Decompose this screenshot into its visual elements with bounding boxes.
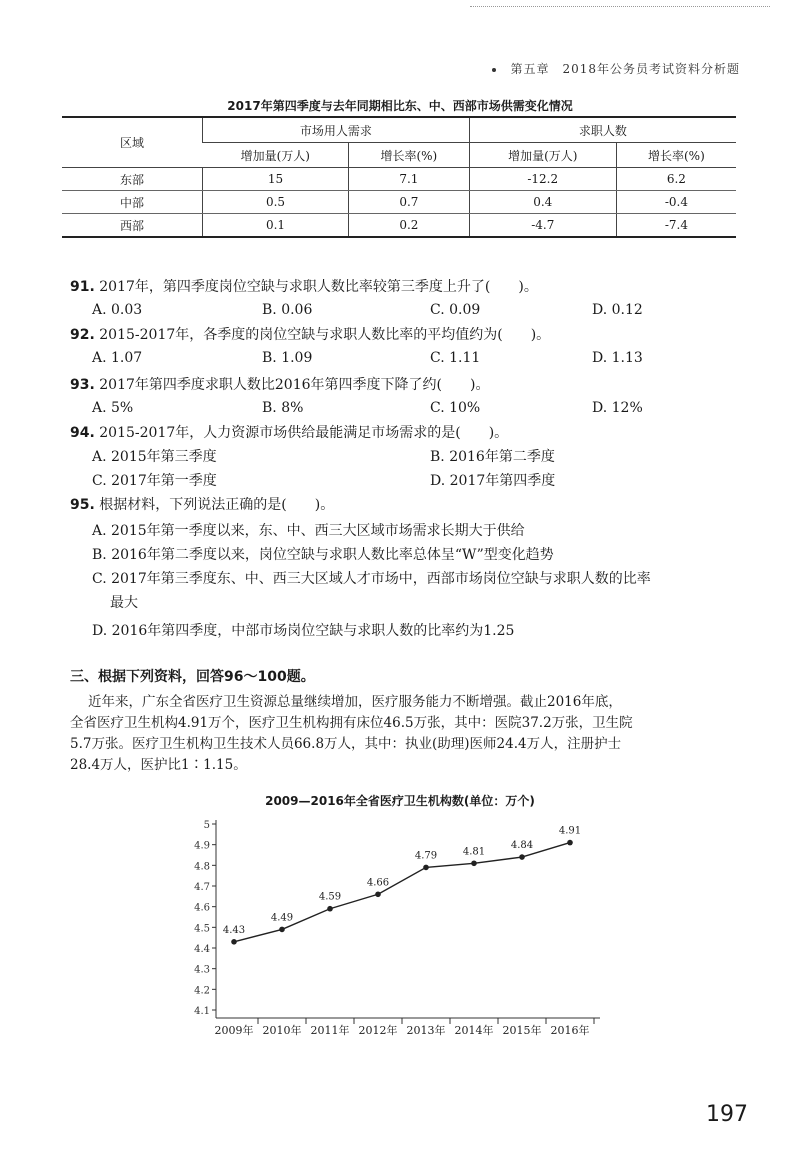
table-row [62, 168, 736, 191]
option: A. 2015年第一季度以来，东、中、西三大区域市场需求长期大于供给 [92, 523, 525, 539]
x-tick-label: 2015年 [502, 1024, 542, 1037]
running-header [480, 60, 740, 77]
option: D. 0.12 [592, 302, 643, 318]
x-tick-label: 2010年 [262, 1024, 302, 1037]
question-number: 93. [70, 377, 95, 393]
option: B. 0.06 [262, 302, 313, 318]
x-tick-label: 2014年 [454, 1024, 494, 1037]
option: C. 0.09 [430, 302, 481, 318]
option: A. 5% [92, 400, 134, 416]
row-region: 东部 [62, 168, 203, 191]
paragraph-line: 5.7万张。医疗卫生机构卫生技术人员66.8万人，其中：执业(助理)医师24.4万人，注册护士 [70, 736, 622, 752]
sub-header: 增长率(%) [616, 143, 736, 168]
bullet-icon [492, 68, 496, 72]
table-header-row [62, 117, 736, 143]
option: B. 8% [262, 400, 304, 416]
table-cell: -12.2 [469, 168, 616, 191]
question-94 [70, 422, 508, 442]
sub-header: 增加量(万人) [203, 143, 349, 168]
table-cell: -4.7 [469, 214, 616, 238]
table-cell: -7.4 [616, 214, 736, 238]
option: A. 1.07 [92, 350, 143, 366]
sub-header: 增长率(%) [349, 143, 470, 168]
y-tick-label: 4.6 [194, 902, 210, 914]
table-cell: 0.7 [349, 191, 470, 214]
sub-header: 增加量(万人) [469, 143, 616, 168]
question-text: 2015-2017年，各季度的岗位空缺与求职人数比率的平均值约为( )。 [99, 327, 551, 343]
y-tick-label: 4.3 [194, 964, 210, 976]
option: A. 2015年第三季度 [92, 449, 217, 465]
option: C. 10% [430, 400, 481, 416]
option: B. 1.09 [262, 350, 313, 366]
data-point [327, 906, 333, 912]
x-tick-label: 2012年 [358, 1024, 398, 1037]
question-number: 95. [70, 497, 95, 513]
question-93 [70, 374, 489, 394]
option: B. 2016年第二季度 [430, 449, 555, 465]
row-region: 中部 [62, 191, 203, 214]
paragraph-line: 全省医疗卫生机构4.91万个，医疗卫生机构拥有床位46.5万张，其中：医院37.2万张，卫生院 [70, 715, 633, 731]
option-continuation: 最大 [110, 595, 138, 611]
table-cell: -0.4 [616, 191, 736, 214]
question-91 [70, 276, 538, 296]
question-number: 91. [70, 279, 95, 295]
option: D. 2017年第四季度 [430, 473, 556, 489]
table-cell: 0.5 [203, 191, 349, 214]
option: B. 2016年第二季度以来，岗位空缺与求职人数比率总体呈“W”型变化趋势 [92, 547, 554, 563]
question-text: 2017年第四季度求职人数比2016年第四季度下降了约( )。 [99, 377, 490, 393]
table-row [62, 191, 736, 214]
x-tick-label: 2013年 [406, 1024, 446, 1037]
data-label: 4.91 [558, 825, 582, 837]
table-row [62, 214, 736, 238]
question-number: 94. [70, 425, 95, 441]
data-point [519, 854, 525, 860]
table-cell: 15 [203, 168, 349, 191]
data-point [471, 860, 477, 866]
y-tick-label: 5 [203, 820, 210, 831]
data-label: 4.59 [318, 891, 342, 903]
page-number: 197 [706, 1102, 748, 1127]
x-tick-label: 2009年 [214, 1024, 254, 1037]
data-label: 4.79 [414, 850, 438, 862]
material-paragraph [70, 692, 748, 776]
supply-demand-table [62, 116, 736, 238]
data-label: 4.43 [222, 924, 246, 936]
data-point [423, 865, 429, 871]
paragraph-line: 28.4万人，医护比1∶1.15。 [70, 757, 247, 773]
question-92 [70, 324, 550, 344]
table-cell: 0.1 [203, 214, 349, 238]
header-text: 第五章 2018年公务员考试资料分析题 [510, 62, 740, 76]
row-region: 西部 [62, 214, 203, 238]
option: C. 2017年第一季度 [92, 473, 217, 489]
section-title: 三、根据下列资料，回答96～100题。 [70, 669, 315, 685]
y-tick-label: 4.4 [194, 944, 210, 955]
y-tick-label: 4.7 [194, 882, 210, 893]
table-cell: 0.4 [469, 191, 616, 214]
data-label: 4.66 [366, 877, 390, 889]
top-rule [470, 6, 770, 7]
question-text: 根据材料，下列说法正确的是( )。 [99, 497, 335, 513]
option: C. 1.11 [430, 350, 481, 366]
option: A. 0.03 [92, 302, 143, 318]
y-tick-label: 4.5 [194, 923, 210, 935]
data-point [375, 891, 381, 897]
option: D. 12% [592, 400, 643, 416]
y-tick-label: 4.2 [194, 985, 210, 997]
option: D. 2016年第四季度，中部市场岗位空缺与求职人数的比率约为1.25 [92, 623, 515, 639]
question-text: 2015-2017年，人力资源市场供给最能满足市场需求的是( )。 [99, 425, 509, 441]
paragraph-line: 近年来，广东全省医疗卫生资源总量继续增加，医疗服务能力不断增强。截止2016年底， [88, 694, 622, 710]
question-number: 92. [70, 327, 95, 343]
data-label: 4.84 [510, 840, 534, 852]
y-tick-label: 4.1 [194, 1006, 210, 1017]
y-tick-label: 4.9 [194, 840, 210, 852]
data-label: 4.81 [462, 846, 486, 858]
data-point [279, 927, 285, 933]
supply-group-header: 求职人数 [469, 117, 736, 143]
demand-group-header: 市场用人需求 [203, 117, 470, 143]
institution-count-line-chart [180, 810, 620, 1042]
y-tick-label: 4.8 [194, 861, 210, 873]
question-95 [70, 494, 334, 514]
table-cell: 7.1 [349, 168, 470, 191]
table-cell: 6.2 [616, 168, 736, 191]
table-title: 2017年第四季度与去年同期相比东、中、西部市场供需变化情况 [227, 99, 573, 113]
option: D. 1.13 [592, 350, 643, 366]
region-header: 区域 [62, 117, 203, 168]
x-tick-label: 2016年 [550, 1024, 590, 1037]
x-tick-label: 2011年 [310, 1024, 350, 1037]
option: C. 2017年第三季度东、中、西三大区域人才市场中，西部市场岗位空缺与求职人数的比率 [92, 571, 651, 587]
data-label: 4.49 [270, 912, 294, 924]
data-point [567, 840, 573, 846]
question-text: 2017年，第四季度岗位空缺与求职人数比率较第三季度上升了( )。 [99, 279, 538, 295]
table-cell: 0.2 [349, 214, 470, 238]
chart-title: 2009—2016年全省医疗卫生机构数(单位：万个) [265, 794, 535, 808]
data-point [231, 939, 237, 945]
